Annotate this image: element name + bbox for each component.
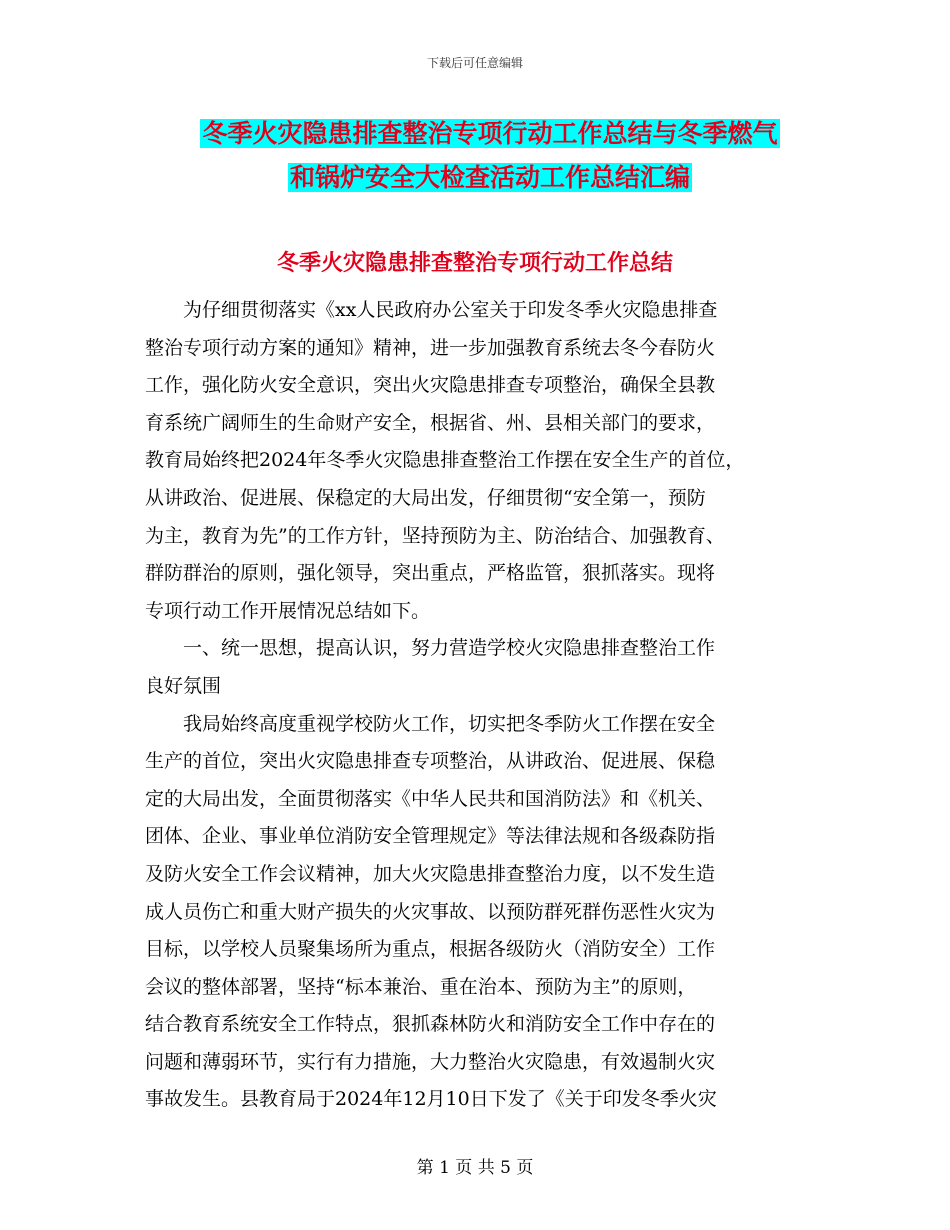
text-line: 及防火安全工作会议精神，加大火灾隐患排查整治力度，以不发生造: [145, 862, 716, 885]
text-line: 专项行动工作开展情况总结如下。: [145, 599, 431, 622]
section-title: 冬季火灾隐患排查整治专项行动工作总结: [276, 251, 673, 276]
text-line: 育系统广阔师生的生命财产安全，根据省、州、县相关部门的要求，: [145, 411, 716, 434]
text-line: 事故发生。县教育局于2024年12月10日下发了《关于印发冬季火灾: [145, 1088, 717, 1111]
document-title: [140, 112, 840, 200]
text-line: 团体、企业、事业单位消防安全管理规定》等法律法规和各级森防指: [145, 825, 716, 848]
text-line: 为仔细贯彻落实《xx人民政府办公室关于印发冬季火灾隐患排查: [145, 299, 718, 321]
text-line: 良好氛围: [145, 674, 222, 697]
page-footer: 第 1 页 共 5 页: [416, 1158, 534, 1178]
page-header-note: 下载后可任意编辑: [426, 56, 523, 70]
document-title-line-1: 冬季火灾隐患排查整治专项行动工作总结与冬季燃气: [202, 119, 778, 148]
text-line: 定的大局出发，全面贯彻落实《中华人民共和国消防法》和《机关、: [145, 787, 716, 810]
text-line: 成人员伤亡和重大财产损失的火灾事故、以预防群死群伤恶性火灾为: [145, 900, 716, 923]
text-line: 我局始终高度重视学校防火工作，切实把冬季防火工作摆在安全: [145, 712, 716, 735]
text-line: 群防群治的原则，强化领导，突出重点，严格监管，狠抓落实。现将: [145, 562, 716, 585]
text-line: 为主，教育为先”的工作方针，坚持预防为主、防治结合、加强教育、: [145, 524, 725, 547]
text-line: 从讲政治、促进展、保稳定的大局出发，仔细贯彻“安全第一，预防: [145, 486, 706, 509]
text-line: 教育局始终把2024年冬季火灾隐患排查整治工作摆在安全生产的首位，: [145, 449, 745, 472]
text-line: 生产的首位，突出火灾隐患排查专项整治，从讲政治、促进展、保稳: [145, 750, 716, 773]
document-title-line-2: 和锅炉安全大检查活动工作总结汇编: [289, 163, 690, 192]
text-line: 结合教育系统安全工作特点，狠抓森林防火和消防安全工作中存在的: [145, 1013, 716, 1036]
text-line: 会议的整体部署，坚持“标本兼治、重在治本、预防为主”的原则，: [145, 975, 697, 998]
text-line: 整治专项行动方案的通知》精神，进一步加强教育系统去冬今春防火: [145, 336, 716, 359]
text-line: 目标，以学校人员聚集场所为重点，根据各级防火（消防安全）工作: [145, 938, 716, 961]
text-line: 工作，强化防火安全意识，突出火灾隐患排查专项整治，确保全县教: [145, 374, 716, 397]
text-line: 一、统一思想，提高认识，努力营造学校火灾隐患排查整治工作: [145, 637, 716, 660]
body-text: [145, 292, 805, 1119]
text-line: 问题和薄弱环节，实行有力措施，大力整治火灾隐患，有效遏制火灾: [145, 1050, 716, 1073]
